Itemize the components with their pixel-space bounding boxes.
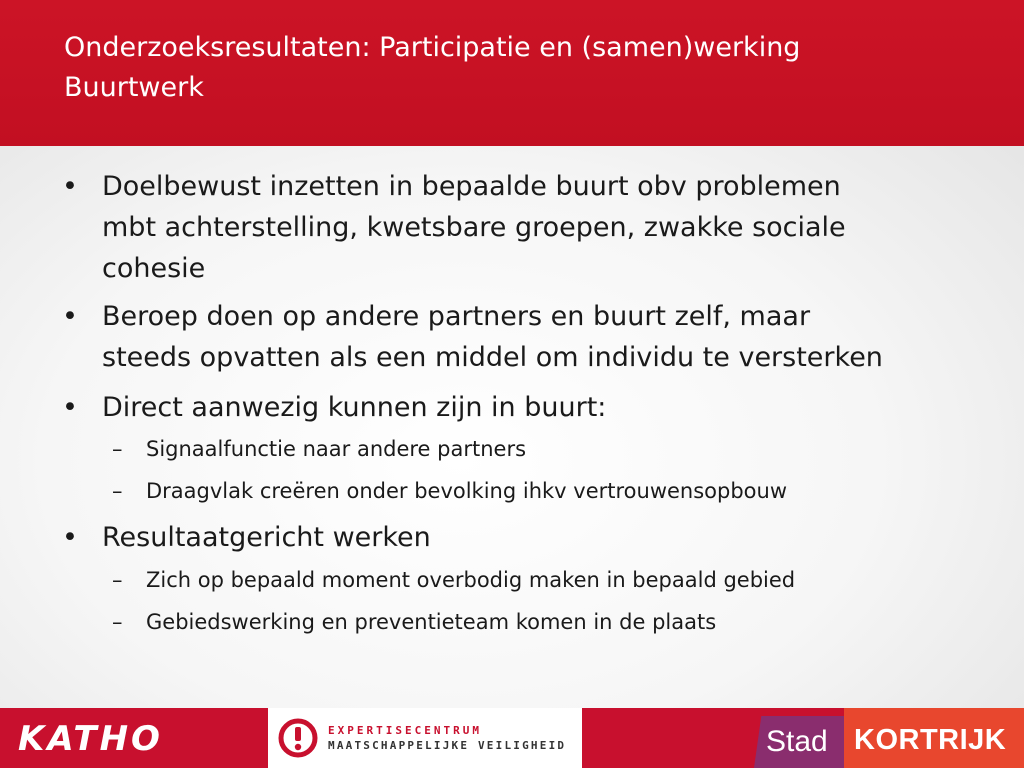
kortrijk-panel [844, 708, 1024, 768]
stad-kortrijk-logo [754, 708, 1024, 768]
katho-logo-text: KATHO [18, 719, 163, 759]
kortrijk-text: KORTRIJK [854, 724, 1007, 756]
sub-bullet-text: Zich op bepaald moment overbodig maken in bepaald gebied [146, 568, 796, 592]
bullet-marker: • [62, 301, 78, 332]
title-banner [0, 0, 1024, 146]
bullet-line: Resultaatgericht werken [102, 522, 431, 553]
slide-title-line-2: Buurtwerk [64, 72, 204, 103]
bullet-marker: • [62, 392, 78, 423]
sub-bullet-text: Draagvlak creëren onder bevolking ihkv vertrouwensopbouw [146, 479, 788, 503]
expertisecentrum-logo [268, 708, 582, 768]
bullet-text [102, 387, 982, 428]
bullet-line: Doelbewust inzetten in bepaalde buurt obv problemen [102, 171, 841, 202]
expertise-line-1: EXPERTISECENTRUM [328, 724, 482, 737]
stad-text: Stad [766, 725, 828, 758]
katho-logo [0, 708, 268, 768]
sub-bullet-text: Gebiedswerking en preventieteam komen in de plaats [146, 610, 717, 634]
bullet-line: cohesie [102, 253, 206, 284]
sub-bullet-marker: – [112, 479, 123, 503]
bullet-text [102, 517, 982, 558]
sub-bullet-marker: – [112, 568, 123, 592]
bullet-line: Beroep doen op andere partners en buurt zelf, maar [102, 301, 811, 332]
bullet-marker: • [62, 171, 78, 202]
logo-footer [0, 708, 1024, 768]
bullet-text [102, 296, 982, 378]
bullet-line: steeds opvatten als een middel om individu te versterken [102, 342, 883, 373]
sub-bullet-marker: – [112, 437, 123, 461]
slide-title-line-1: Onderzoeksresultaten: Participatie en (samen)werking [64, 32, 801, 63]
bullet-line: Direct aanwezig kunnen zijn in buurt: [102, 392, 607, 423]
sub-bullet-marker: – [112, 610, 123, 634]
bullet-text [102, 166, 982, 289]
exclamation-circle-icon [278, 718, 318, 758]
slide-title [64, 28, 964, 108]
sub-bullet-text: Signaalfunctie naar andere partners [146, 437, 527, 461]
footer-divider [582, 708, 754, 768]
bullet-line: mbt achterstelling, kwetsbare groepen, zwakke sociale [102, 212, 846, 243]
bullet-marker: • [62, 522, 78, 553]
expertise-line-2: MAATSCHAPPELIJKE VEILIGHEID [328, 739, 567, 752]
